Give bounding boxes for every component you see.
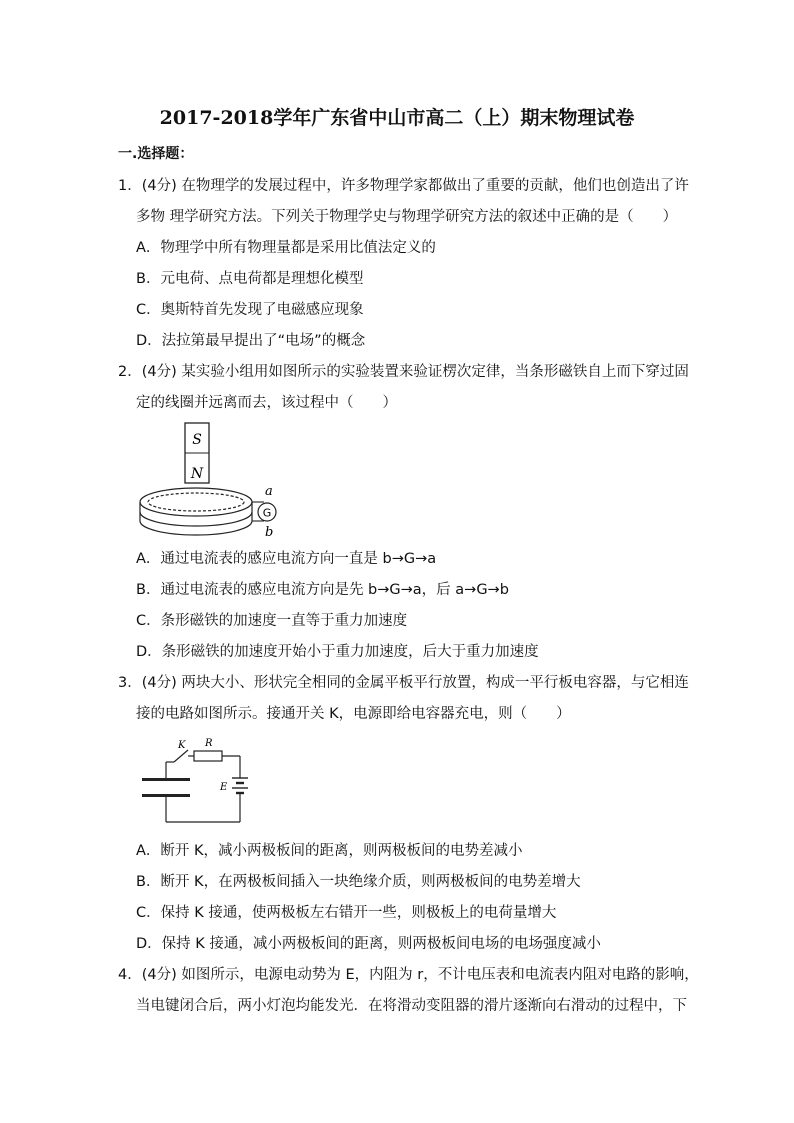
question-1-option-b: B．元电荷、点电荷都是理想化模型 [136, 271, 364, 287]
question-1-option-d: D．法拉第最早提出了“电场”的概念 [136, 333, 366, 349]
question-2-stem-line-1: 2．(4分) 某实验小组用如图所示的实验装置来验证楞次定律，当条形磁铁自上而下穿过固 [118, 364, 689, 380]
question-4-stem-line-1: 4．(4分) 如图所示，电源电动势为 E，内阻为 r，不计电压表和电流表内阻对电路的影响， [118, 967, 699, 983]
question-1-stem-line-2: 多物 理学研究方法。下列关于物理学史与物理学研究方法的叙述中正确的是（ ） [136, 209, 678, 225]
galvanometer-label: G [262, 506, 272, 520]
question-2-option-c: C．条形磁铁的加速度一直等于重力加速度 [136, 613, 408, 629]
exam-title: 2017-2018学年广东省中山市高二（上）期末物理试卷 [159, 107, 635, 129]
resistor-r [194, 751, 222, 761]
question-4-stem-line-2: 当电键闭合后，两小灯泡均能发光．在将滑动变阻器的滑片逐渐向右滑动的过程中，下 [136, 998, 687, 1014]
battery-label: E [220, 782, 228, 793]
terminal-b-label: b [265, 525, 274, 540]
switch-label: K [178, 740, 186, 751]
question-3-option-a: A．断开 K，减小两极板间的距离，则两极板间的电势差减小 [136, 843, 523, 859]
capacitor-circuit-figure [136, 734, 256, 829]
question-2-option-d: D．条形磁铁的加速度开始小于重力加速度，后大于重力加速度 [136, 644, 539, 660]
terminal-a-label: a [265, 484, 273, 499]
question-3-option-d: D．保持 K 接通，减小两极板间的距离，则两极板间电场的电场强度减小 [136, 936, 601, 952]
question-3-option-b: B．断开 K，在两极板间插入一块绝缘介质，则两极板间的电势差增大 [136, 874, 581, 890]
capacitor-lower-plate [142, 794, 190, 797]
question-3-stem-line-1: 3．(4分) 两块大小、形状完全相同的金属平板平行放置，构成一平行板电容器，与它相连 [118, 675, 689, 691]
question-3-stem-line-2: 接的电路如图所示。接通开关 K，电源即给电容器充电，则（ ） [136, 706, 571, 722]
section-heading: 一.选择题： [118, 146, 194, 162]
magnet-south-label: S [192, 432, 202, 448]
question-2-option-b: B．通过电流表的感应电流方向是先 b→G→a，后 a→G→b [136, 582, 509, 598]
question-1-stem-line-1: 1．(4分) 在物理学的发展过程中，许多物理学家都做出了重要的贡献，他们也创造出了许 [118, 178, 689, 194]
resistor-label: R [205, 738, 213, 749]
question-1-option-c: C．奥斯特首先发现了电磁感应现象 [136, 302, 364, 318]
question-3-option-c: C．保持 K 接通，使两极板左右错开一些，则极板上的电荷量增大 [136, 905, 557, 921]
question-1-option-a: A．物理学中所有物理量都是采用比值法定义的 [136, 240, 436, 256]
capacitor-upper-plate [142, 778, 190, 781]
coil [140, 488, 252, 535]
question-2-option-a: A．通过电流表的感应电流方向一直是 b→G→a [136, 551, 437, 567]
question-2-stem-line-2: 定的线圈并远离而去，该过程中（ ） [136, 395, 397, 411]
magnet-coil-figure [136, 420, 286, 545]
magnet-north-label: N [190, 466, 204, 482]
switch-k [174, 750, 188, 762]
